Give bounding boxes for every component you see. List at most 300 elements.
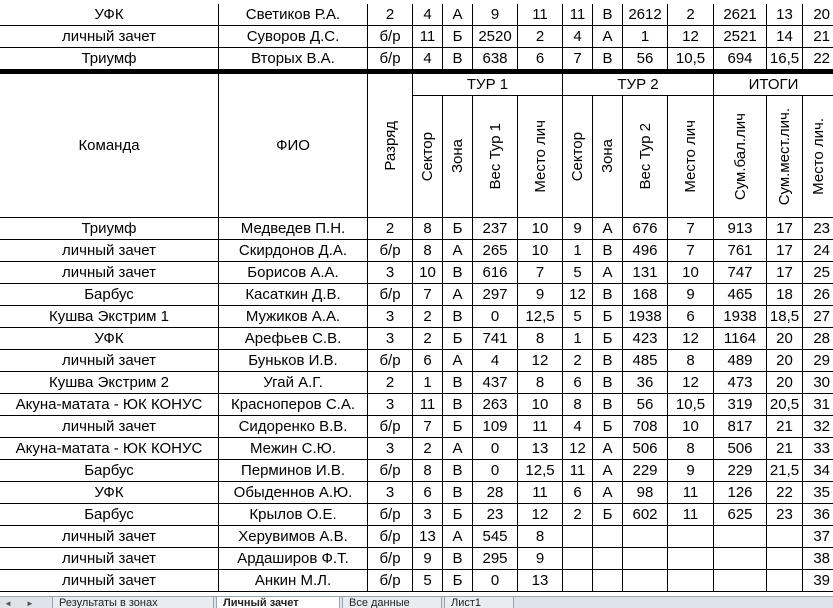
cell-place-1[interactable]: 12,5	[518, 306, 563, 327]
cell-sum-points[interactable]	[714, 526, 767, 547]
cell-place-2[interactable]: 11	[668, 504, 714, 525]
cell-name[interactable]: Херувимов А.В.	[219, 526, 368, 547]
cell-sector-2[interactable]: 12	[563, 438, 593, 459]
cell-zone-2[interactable]	[593, 548, 623, 569]
cell-name[interactable]: Ардаширов Ф.Т.	[219, 548, 368, 569]
cell-place-1[interactable]: 12	[518, 504, 563, 525]
cell-place-1[interactable]: 12	[518, 350, 563, 371]
cell-sector-2[interactable]: 2	[563, 350, 593, 371]
cell-sum-places[interactable]: 20	[767, 350, 803, 371]
cell-rank[interactable]: б/р	[368, 460, 413, 481]
cell-place-final[interactable]: 38	[813, 550, 830, 567]
cell-sector-2[interactable]: 5	[563, 306, 593, 327]
tab-scroll-right-icon[interactable]	[24, 598, 36, 608]
cell-weight-2[interactable]: 423	[623, 328, 668, 349]
cell-sum-places[interactable]: 13	[767, 4, 803, 25]
cell-weight-2[interactable]: 56	[623, 48, 668, 69]
cell-weight-2[interactable]: 485	[623, 350, 668, 371]
cell-sector-2[interactable]: 12	[563, 284, 593, 305]
cell-sum-places[interactable]: 18,5	[767, 306, 803, 327]
cell-zone-2[interactable]: А	[593, 26, 623, 47]
cell-sum-places[interactable]: 22	[767, 482, 803, 503]
cell-weight-1[interactable]: 263	[473, 394, 518, 415]
cell-zone-1[interactable]: Б	[443, 504, 473, 525]
cell-sum-points[interactable]: 473	[714, 372, 767, 393]
cell-place-final[interactable]: 30	[813, 374, 830, 391]
cell-team[interactable]: личный зачет	[0, 262, 219, 283]
cell-name[interactable]: Скирдонов Д.А.	[219, 240, 368, 261]
cell-name[interactable]: Обыденнов А.Ю.	[219, 482, 368, 503]
cell-sum-points[interactable]: 817	[714, 416, 767, 437]
cell-place-1[interactable]: 12,5	[518, 460, 563, 481]
cell-sector-2[interactable]: 4	[563, 416, 593, 437]
cell-place-final[interactable]: 37	[813, 528, 830, 545]
header-totals[interactable]	[714, 74, 833, 96]
cell-weight-2[interactable]: 496	[623, 240, 668, 261]
cell-rank[interactable]: б/р	[368, 416, 413, 437]
cell-team[interactable]: Барбус	[0, 460, 219, 481]
cell-place-final[interactable]: 21	[813, 28, 830, 45]
cell-place-1[interactable]: 13	[518, 438, 563, 459]
cell-place-2[interactable]: 9	[668, 284, 714, 305]
cell-sum-places[interactable]: 17	[767, 240, 803, 261]
cell-sector-1[interactable]: 9	[413, 548, 443, 569]
cell-sector-1[interactable]: 8	[413, 460, 443, 481]
cell-place-final[interactable]: 28	[813, 330, 830, 347]
cell-place-1[interactable]: 2	[518, 26, 563, 47]
cell-place-final[interactable]: 25	[813, 264, 830, 281]
cell-sum-places[interactable]	[767, 526, 803, 547]
cell-team[interactable]: личный зачет	[0, 350, 219, 371]
cell-sum-points[interactable]: 506	[714, 438, 767, 459]
cell-team[interactable]: Акуна-матата - ЮК КОНУС	[0, 438, 219, 459]
cell-name[interactable]: Борисов А.А.	[219, 262, 368, 283]
cell-weight-1[interactable]: 0	[473, 460, 518, 481]
cell-weight-2[interactable]	[623, 570, 668, 591]
cell-weight-2[interactable]: 36	[623, 372, 668, 393]
cell-weight-1[interactable]: 28	[473, 482, 518, 503]
cell-place-1[interactable]: 8	[518, 372, 563, 393]
cell-place-1[interactable]: 11	[518, 416, 563, 437]
cell-place-1[interactable]: 13	[518, 570, 563, 591]
cell-rank[interactable]: б/р	[368, 240, 413, 261]
cell-place-1[interactable]: 10	[518, 240, 563, 261]
cell-sector-2[interactable]: 6	[563, 482, 593, 503]
cell-sector-2[interactable]: 7	[563, 48, 593, 69]
cell-rank[interactable]: 2	[368, 218, 413, 239]
cell-name[interactable]: Медведев П.Н.	[219, 218, 368, 239]
cell-sector-1[interactable]: 5	[413, 570, 443, 591]
cell-sum-places[interactable]: 20	[767, 328, 803, 349]
cell-team[interactable]: Триумф	[0, 218, 219, 239]
cell-place-final[interactable]: 26	[813, 286, 830, 303]
cell-sector-1[interactable]: 2	[413, 306, 443, 327]
cell-place-final[interactable]: 22	[813, 50, 830, 67]
cell-place-final[interactable]: 20	[813, 6, 830, 23]
cell-team[interactable]: личный зачет	[0, 548, 219, 569]
cell-place-final[interactable]: 24	[813, 242, 830, 259]
cell-sum-places[interactable]: 23	[767, 504, 803, 525]
cell-name[interactable]: Мужиков А.А.	[219, 306, 368, 327]
cell-sum-places[interactable]: 21	[767, 416, 803, 437]
cell-zone-1[interactable]: В	[443, 306, 473, 327]
cell-name[interactable]: Перминов И.В.	[219, 460, 368, 481]
cell-sum-points[interactable]: 1938	[714, 306, 767, 327]
cell-weight-2[interactable]: 168	[623, 284, 668, 305]
cell-weight-2[interactable]: 602	[623, 504, 668, 525]
header-tour2[interactable]	[563, 74, 714, 96]
cell-zone-2[interactable]: В	[593, 240, 623, 261]
cell-name[interactable]: Угай А.Г.	[219, 372, 368, 393]
cell-place-1[interactable]: 9	[518, 284, 563, 305]
cell-weight-1[interactable]: 2520	[473, 26, 518, 47]
cell-place-final[interactable]: 31	[813, 396, 830, 413]
cell-weight-1[interactable]: 437	[473, 372, 518, 393]
cell-place-2[interactable]: 11	[668, 482, 714, 503]
cell-weight-1[interactable]: 109	[473, 416, 518, 437]
cell-sector-1[interactable]: 8	[413, 218, 443, 239]
cell-place-1[interactable]: 8	[518, 526, 563, 547]
cell-sum-places[interactable]	[767, 570, 803, 591]
cell-sum-places[interactable]: 18	[767, 284, 803, 305]
cell-sector-1[interactable]: 11	[413, 26, 443, 47]
cell-place-final[interactable]: 34	[813, 462, 830, 479]
cell-sector-1[interactable]: 3	[413, 504, 443, 525]
cell-sum-points[interactable]: 319	[714, 394, 767, 415]
cell-zone-1[interactable]: А	[443, 350, 473, 371]
cell-sector-2[interactable]: 1	[563, 240, 593, 261]
cell-sum-points[interactable]: 1164	[714, 328, 767, 349]
cell-place-2[interactable]: 10,5	[668, 394, 714, 415]
cell-rank[interactable]: 2	[368, 372, 413, 393]
cell-place-1[interactable]: 11	[518, 4, 563, 25]
cell-weight-2[interactable]: 2612	[623, 4, 668, 25]
cell-weight-1[interactable]: 237	[473, 218, 518, 239]
cell-zone-1[interactable]: А	[443, 240, 473, 261]
cell-name[interactable]: Сидоренко В.В.	[219, 416, 368, 437]
cell-sector-2[interactable]: 4	[563, 26, 593, 47]
cell-place-2[interactable]: 2	[668, 4, 714, 25]
cell-rank[interactable]: б/р	[368, 570, 413, 591]
cell-weight-1[interactable]: 741	[473, 328, 518, 349]
cell-sector-1[interactable]: 2	[413, 438, 443, 459]
cell-zone-1[interactable]: А	[443, 4, 473, 25]
cell-team[interactable]: личный зачет	[0, 570, 219, 591]
cell-sector-1[interactable]: 7	[413, 284, 443, 305]
cell-place-final[interactable]: 36	[813, 506, 830, 523]
cell-place-1[interactable]: 10	[518, 394, 563, 415]
cell-weight-2[interactable]	[623, 526, 668, 547]
cell-place-2[interactable]: 10	[668, 416, 714, 437]
cell-team[interactable]: УФК	[0, 482, 219, 503]
cell-place-2[interactable]	[668, 526, 714, 547]
cell-sum-places[interactable]: 21	[767, 438, 803, 459]
cell-sum-places[interactable]: 20	[767, 372, 803, 393]
cell-sector-2[interactable]: 1	[563, 328, 593, 349]
cell-sector-1[interactable]: 6	[413, 350, 443, 371]
header-zone-2[interactable]	[593, 96, 623, 218]
header-sector-2[interactable]	[563, 96, 593, 218]
cell-name[interactable]: Красноперов С.А.	[219, 394, 368, 415]
cell-zone-2[interactable]: В	[593, 284, 623, 305]
cell-weight-2[interactable]: 708	[623, 416, 668, 437]
cell-weight-1[interactable]: 23	[473, 504, 518, 525]
header-weight-tour2[interactable]	[623, 96, 668, 218]
cell-sector-2[interactable]: 11	[563, 4, 593, 25]
cell-place-1[interactable]: 7	[518, 262, 563, 283]
cell-place-final[interactable]: 29	[813, 352, 830, 369]
cell-weight-1[interactable]: 545	[473, 526, 518, 547]
cell-place-1[interactable]: 9	[518, 548, 563, 569]
cell-rank[interactable]: б/р	[368, 284, 413, 305]
cell-sum-points[interactable]: 747	[714, 262, 767, 283]
cell-weight-1[interactable]: 4	[473, 350, 518, 371]
cell-zone-1[interactable]: А	[443, 438, 473, 459]
cell-name[interactable]: Касаткин Д.В.	[219, 284, 368, 305]
cell-rank[interactable]: 2	[368, 4, 413, 25]
cell-weight-2[interactable]: 1	[623, 26, 668, 47]
cell-sum-points[interactable]: 465	[714, 284, 767, 305]
cell-place-2[interactable]: 6	[668, 306, 714, 327]
cell-team[interactable]: личный зачет	[0, 26, 219, 47]
cell-zone-1[interactable]: Б	[443, 26, 473, 47]
header-sector-1[interactable]	[413, 96, 443, 218]
cell-team[interactable]: Кушва Экстрим 2	[0, 372, 219, 393]
cell-place-1[interactable]: 6	[518, 48, 563, 69]
header-tour1[interactable]	[413, 74, 563, 96]
cell-zone-2[interactable]: В	[593, 4, 623, 25]
cell-sector-1[interactable]: 11	[413, 394, 443, 415]
cell-sum-points[interactable]	[714, 570, 767, 591]
cell-sum-places[interactable]: 17	[767, 218, 803, 239]
header-name[interactable]	[219, 74, 368, 218]
cell-zone-1[interactable]: В	[443, 460, 473, 481]
cell-place-1[interactable]: 11	[518, 482, 563, 503]
cell-weight-2[interactable]: 676	[623, 218, 668, 239]
cell-sum-points[interactable]: 2621	[714, 4, 767, 25]
cell-rank[interactable]: 3	[368, 306, 413, 327]
cell-zone-2[interactable]: В	[593, 48, 623, 69]
cell-zone-2[interactable]: Б	[593, 416, 623, 437]
cell-team[interactable]: личный зачет	[0, 416, 219, 437]
cell-zone-1[interactable]: В	[443, 372, 473, 393]
cell-rank[interactable]: б/р	[368, 504, 413, 525]
cell-place-2[interactable]: 8	[668, 438, 714, 459]
cell-team[interactable]: УФК	[0, 328, 219, 349]
cell-team[interactable]: Барбус	[0, 504, 219, 525]
cell-sum-places[interactable]: 21,5	[767, 460, 803, 481]
cell-name[interactable]: Арефьев С.В.	[219, 328, 368, 349]
cell-name[interactable]: Суворов Д.С.	[219, 26, 368, 47]
cell-zone-1[interactable]: В	[443, 394, 473, 415]
cell-team[interactable]: личный зачет	[0, 240, 219, 261]
cell-zone-1[interactable]: Б	[443, 416, 473, 437]
cell-sector-2[interactable]: 11	[563, 460, 593, 481]
cell-zone-2[interactable]: В	[593, 350, 623, 371]
cell-zone-1[interactable]: Б	[443, 328, 473, 349]
header-place-2[interactable]	[668, 96, 714, 218]
cell-zone-2[interactable]: А	[593, 262, 623, 283]
cell-place-2[interactable]	[668, 570, 714, 591]
cell-team[interactable]: Барбус	[0, 284, 219, 305]
cell-weight-1[interactable]: 297	[473, 284, 518, 305]
cell-sum-points[interactable]: 2521	[714, 26, 767, 47]
cell-name[interactable]: Вторых В.А.	[219, 48, 368, 69]
cell-team[interactable]: Триумф	[0, 48, 219, 69]
cell-zone-2[interactable]: Б	[593, 328, 623, 349]
cell-zone-1[interactable]: В	[443, 48, 473, 69]
cell-team[interactable]: Кушва Экстрим 1	[0, 306, 219, 327]
header-place-final[interactable]	[803, 96, 833, 218]
cell-sector-2[interactable]: 5	[563, 262, 593, 283]
cell-zone-1[interactable]: А	[443, 526, 473, 547]
cell-rank[interactable]: 3	[368, 328, 413, 349]
header-sum-points[interactable]	[714, 96, 767, 218]
cell-team[interactable]: личный зачет	[0, 526, 219, 547]
cell-zone-1[interactable]: В	[443, 262, 473, 283]
tab-all-data[interactable]	[342, 597, 442, 608]
cell-sector-1[interactable]: 1	[413, 372, 443, 393]
cell-zone-1[interactable]: Б	[443, 218, 473, 239]
header-place-1[interactable]	[518, 96, 563, 218]
cell-rank[interactable]: 3	[368, 394, 413, 415]
cell-zone-2[interactable]	[593, 526, 623, 547]
cell-place-1[interactable]: 8	[518, 328, 563, 349]
cell-weight-2[interactable]: 229	[623, 460, 668, 481]
tab-results-zones[interactable]	[52, 597, 214, 608]
cell-weight-2[interactable]: 98	[623, 482, 668, 503]
cell-weight-1[interactable]: 638	[473, 48, 518, 69]
cell-place-2[interactable]: 10	[668, 262, 714, 283]
cell-place-2[interactable]: 7	[668, 240, 714, 261]
cell-zone-2[interactable]	[593, 570, 623, 591]
cell-sector-2[interactable]: 2	[563, 504, 593, 525]
cell-sector-2[interactable]: 8	[563, 394, 593, 415]
cell-weight-2[interactable]: 1938	[623, 306, 668, 327]
cell-sector-2[interactable]	[563, 526, 593, 547]
cell-weight-2[interactable]: 131	[623, 262, 668, 283]
cell-place-2[interactable]: 10,5	[668, 48, 714, 69]
cell-sector-1[interactable]: 13	[413, 526, 443, 547]
cell-place-2[interactable]: 12	[668, 372, 714, 393]
header-sum-places[interactable]	[767, 96, 803, 218]
cell-weight-1[interactable]: 9	[473, 4, 518, 25]
cell-name[interactable]: Межин С.Ю.	[219, 438, 368, 459]
tab-personal[interactable]	[216, 597, 340, 608]
cell-place-2[interactable]: 12	[668, 328, 714, 349]
cell-place-final[interactable]: 27	[813, 308, 830, 325]
cell-weight-1[interactable]: 0	[473, 438, 518, 459]
cell-place-final[interactable]: 35	[813, 484, 830, 501]
cell-weight-2[interactable]	[623, 548, 668, 569]
cell-zone-2[interactable]: А	[593, 460, 623, 481]
cell-weight-1[interactable]: 0	[473, 570, 518, 591]
cell-zone-1[interactable]: Б	[443, 570, 473, 591]
cell-team[interactable]: Акуна-матата - ЮК КОНУС	[0, 394, 219, 415]
cell-rank[interactable]: б/р	[368, 548, 413, 569]
header-team[interactable]	[0, 74, 219, 218]
cell-sum-points[interactable]: 913	[714, 218, 767, 239]
cell-weight-2[interactable]: 56	[623, 394, 668, 415]
cell-sum-points[interactable]: 625	[714, 504, 767, 525]
cell-sector-1[interactable]: 7	[413, 416, 443, 437]
cell-place-final[interactable]: 39	[813, 572, 830, 589]
cell-zone-2[interactable]: Б	[593, 504, 623, 525]
cell-sum-places[interactable]: 17	[767, 262, 803, 283]
cell-sum-points[interactable]	[714, 548, 767, 569]
cell-place-final[interactable]: 23	[813, 220, 830, 237]
tab-scroll-left-icon[interactable]	[2, 598, 14, 608]
cell-weight-1[interactable]: 265	[473, 240, 518, 261]
cell-sum-points[interactable]: 489	[714, 350, 767, 371]
cell-sum-places[interactable]: 14	[767, 26, 803, 47]
cell-name[interactable]: Буньков И.В.	[219, 350, 368, 371]
cell-zone-1[interactable]: В	[443, 548, 473, 569]
cell-weight-2[interactable]: 506	[623, 438, 668, 459]
cell-team[interactable]: УФК	[0, 4, 219, 25]
cell-name[interactable]: Анкин М.Л.	[219, 570, 368, 591]
cell-place-2[interactable]: 7	[668, 218, 714, 239]
cell-sum-points[interactable]: 761	[714, 240, 767, 261]
cell-zone-2[interactable]: А	[593, 218, 623, 239]
cell-sector-2[interactable]: 6	[563, 372, 593, 393]
cell-sector-1[interactable]: 4	[413, 48, 443, 69]
cell-sector-2[interactable]	[563, 570, 593, 591]
cell-place-2[interactable]: 8	[668, 350, 714, 371]
header-weight-tour1[interactable]	[473, 96, 518, 218]
cell-sum-points[interactable]: 126	[714, 482, 767, 503]
cell-rank[interactable]: 3	[368, 262, 413, 283]
cell-sum-places[interactable]: 16,5	[767, 48, 803, 69]
cell-name[interactable]: Крылов О.Е.	[219, 504, 368, 525]
cell-zone-2[interactable]: В	[593, 394, 623, 415]
cell-weight-1[interactable]: 616	[473, 262, 518, 283]
cell-sum-places[interactable]: 20,5	[767, 394, 803, 415]
cell-zone-2[interactable]: А	[593, 438, 623, 459]
cell-zone-1[interactable]: В	[443, 482, 473, 503]
cell-name[interactable]: Светиков Р.А.	[219, 4, 368, 25]
cell-sector-1[interactable]: 4	[413, 4, 443, 25]
cell-place-2[interactable]	[668, 548, 714, 569]
cell-weight-1[interactable]: 295	[473, 548, 518, 569]
header-zone-1[interactable]	[443, 96, 473, 218]
header-rank[interactable]	[368, 74, 413, 218]
cell-sector-1[interactable]: 10	[413, 262, 443, 283]
cell-rank[interactable]: б/р	[368, 26, 413, 47]
cell-place-1[interactable]: 10	[518, 218, 563, 239]
cell-sum-places[interactable]	[767, 548, 803, 569]
cell-place-final[interactable]: 33	[813, 440, 830, 457]
cell-place-2[interactable]: 12	[668, 26, 714, 47]
cell-place-final[interactable]: 32	[813, 418, 830, 435]
cell-zone-2[interactable]: А	[593, 482, 623, 503]
cell-sector-1[interactable]: 8	[413, 240, 443, 261]
cell-sector-1[interactable]: 2	[413, 328, 443, 349]
cell-zone-2[interactable]: В	[593, 372, 623, 393]
cell-zone-2[interactable]: Б	[593, 306, 623, 327]
cell-sum-points[interactable]: 229	[714, 460, 767, 481]
cell-rank[interactable]: 3	[368, 438, 413, 459]
cell-place-2[interactable]: 9	[668, 460, 714, 481]
cell-sector-2[interactable]: 9	[563, 218, 593, 239]
cell-sector-2[interactable]	[563, 548, 593, 569]
cell-sector-1[interactable]: 6	[413, 482, 443, 503]
cell-rank[interactable]: 3	[368, 482, 413, 503]
cell-rank[interactable]: б/р	[368, 48, 413, 69]
cell-rank[interactable]: б/р	[368, 350, 413, 371]
cell-zone-1[interactable]: А	[443, 284, 473, 305]
cell-rank[interactable]: б/р	[368, 526, 413, 547]
